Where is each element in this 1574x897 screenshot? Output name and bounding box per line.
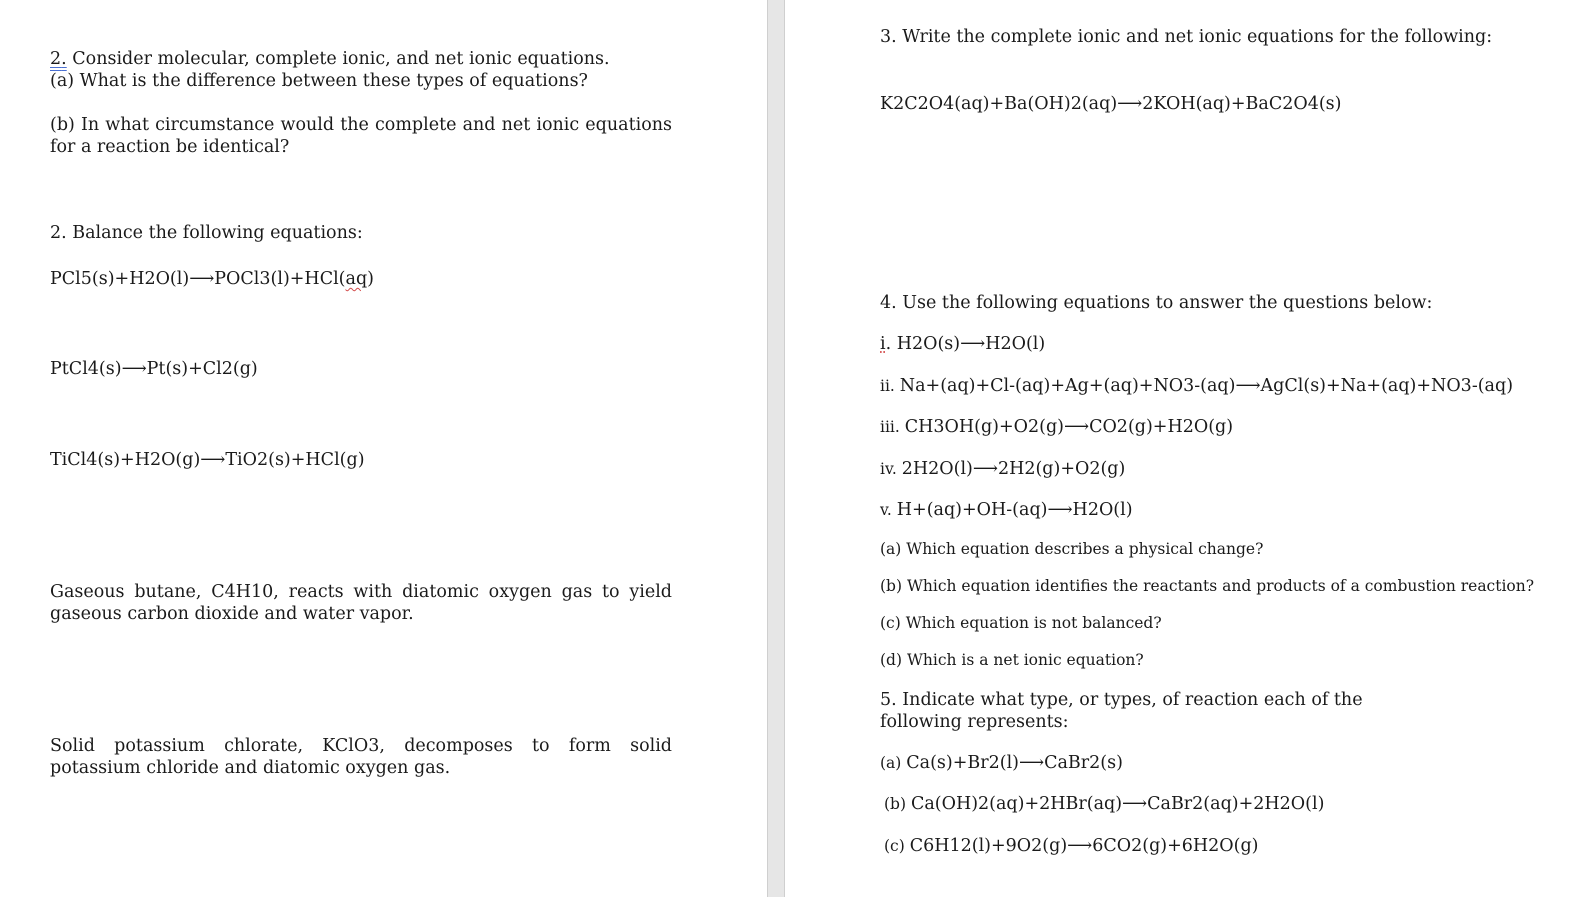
equation-5b-label: (b) — [884, 795, 911, 813]
document-page-left — [0, 0, 767, 897]
question-3-title: 3. Write the complete ionic and net ionic equations for the following: — [880, 27, 1493, 47]
equation-k2c2o4: K2C2O4(aq)+Ba(OH)2(aq)⟶2KOH(aq)+BaC2O4(s) — [880, 94, 1342, 114]
question-4d: (d) Which is a net ionic equation? — [880, 651, 1144, 669]
equation-ii — [880, 375, 1513, 397]
equation-5a — [880, 752, 1123, 774]
question-intro-text: Consider molecular, complete ionic, and net ionic equations. — [66, 49, 610, 69]
equation-iii-body: CH3OH(g)+O2(g)⟶CO2(g)+H2O(g) — [904, 417, 1234, 437]
equation-v — [880, 499, 1133, 521]
equation-ticl4: TiCl4(s)+H2O(g)⟶TiO2(s)+HCl(g) — [50, 450, 365, 470]
question-number: 2 — [50, 49, 62, 69]
equation-5c-body: C6H12(l)+9O2(g)⟶6CO2(g)+6H2O(g) — [909, 836, 1259, 856]
question-4a: (a) Which equation describes a physical change? — [880, 540, 1264, 558]
equation-i-body: . H2O(s)⟶H2O(l) — [885, 334, 1046, 354]
equation-5c-label: (c) — [884, 837, 910, 855]
equation-5a-body: Ca(s)+Br2(l)⟶CaBr2(s) — [906, 753, 1123, 773]
paragraph-potassium-chlorate: Solid potassium chlorate, KClO3, decomposes to form solid potassium chloride and diatomic oxygen gas. — [50, 736, 672, 778]
question-2b-title: 2. Balance the following equations: — [50, 223, 363, 243]
question-5-title: 5. Indicate what type, or types, of reaction each of the following represents: — [880, 690, 1363, 732]
question-4c: (c) Which equation is not balanced? — [880, 614, 1162, 632]
equation-ptcl4: PtCl4(s)⟶Pt(s)+Cl2(g) — [50, 359, 258, 379]
equation-5a-label: (a) — [880, 754, 907, 772]
question-number-dot: . — [61, 49, 67, 69]
question-2a-part-a: (a) What is the difference between these types of equations? — [50, 71, 588, 91]
equation-v-label: v. — [880, 501, 897, 519]
equation-5b-body: Ca(OH)2(aq)+2HBr(aq)⟶CaBr2(aq)+2H2O(l) — [910, 794, 1325, 814]
equation-pcl5 — [50, 268, 374, 290]
equation-iv — [880, 458, 1125, 480]
document-page-right — [785, 0, 1574, 897]
equation-iv-label: iv. — [880, 460, 902, 478]
equation-i — [880, 333, 1045, 355]
paragraph-butane: Gaseous butane, C4H10, reacts with diatomic oxygen gas to yield gaseous carbon dioxide and water vapor. — [50, 582, 672, 624]
equation-iii — [880, 416, 1233, 438]
equation-iv-body: 2H2O(l)⟶2H2(g)+O2(g) — [901, 459, 1126, 479]
question-2a-part-b: (b) In what circumstance would the complete and net ionic equations for a reaction be identical? — [50, 115, 672, 157]
equation-5c — [884, 835, 1259, 857]
equation-ii-body: Na+(aq)+Cl-(aq)+Ag+(aq)+NO3-(aq)⟶AgCl(s)+Na+(aq)+NO3-(aq) — [899, 376, 1514, 396]
equation-pcl5-end: ) — [367, 269, 374, 289]
equation-v-body: H+(aq)+OH-(aq)⟶H2O(l) — [896, 500, 1133, 520]
equation-iii-label: iii. — [880, 418, 905, 436]
question-4b: (b) Which equation identifies the reactants and products of a combustion reaction? — [880, 577, 1535, 595]
question-2a-intro — [50, 48, 610, 70]
question-4-title: 4. Use the following equations to answer the questions below: — [880, 293, 1433, 313]
page-gutter — [767, 0, 785, 897]
equation-pcl5-body: PCl5(s)+H2O(l)⟶POCl3(l)+HCl( — [50, 269, 346, 289]
equation-ii-label: ii. — [880, 377, 900, 395]
equation-5b — [884, 793, 1324, 815]
equation-i-label: i — [880, 334, 886, 354]
equation-pcl5-aq: aq — [345, 269, 368, 289]
